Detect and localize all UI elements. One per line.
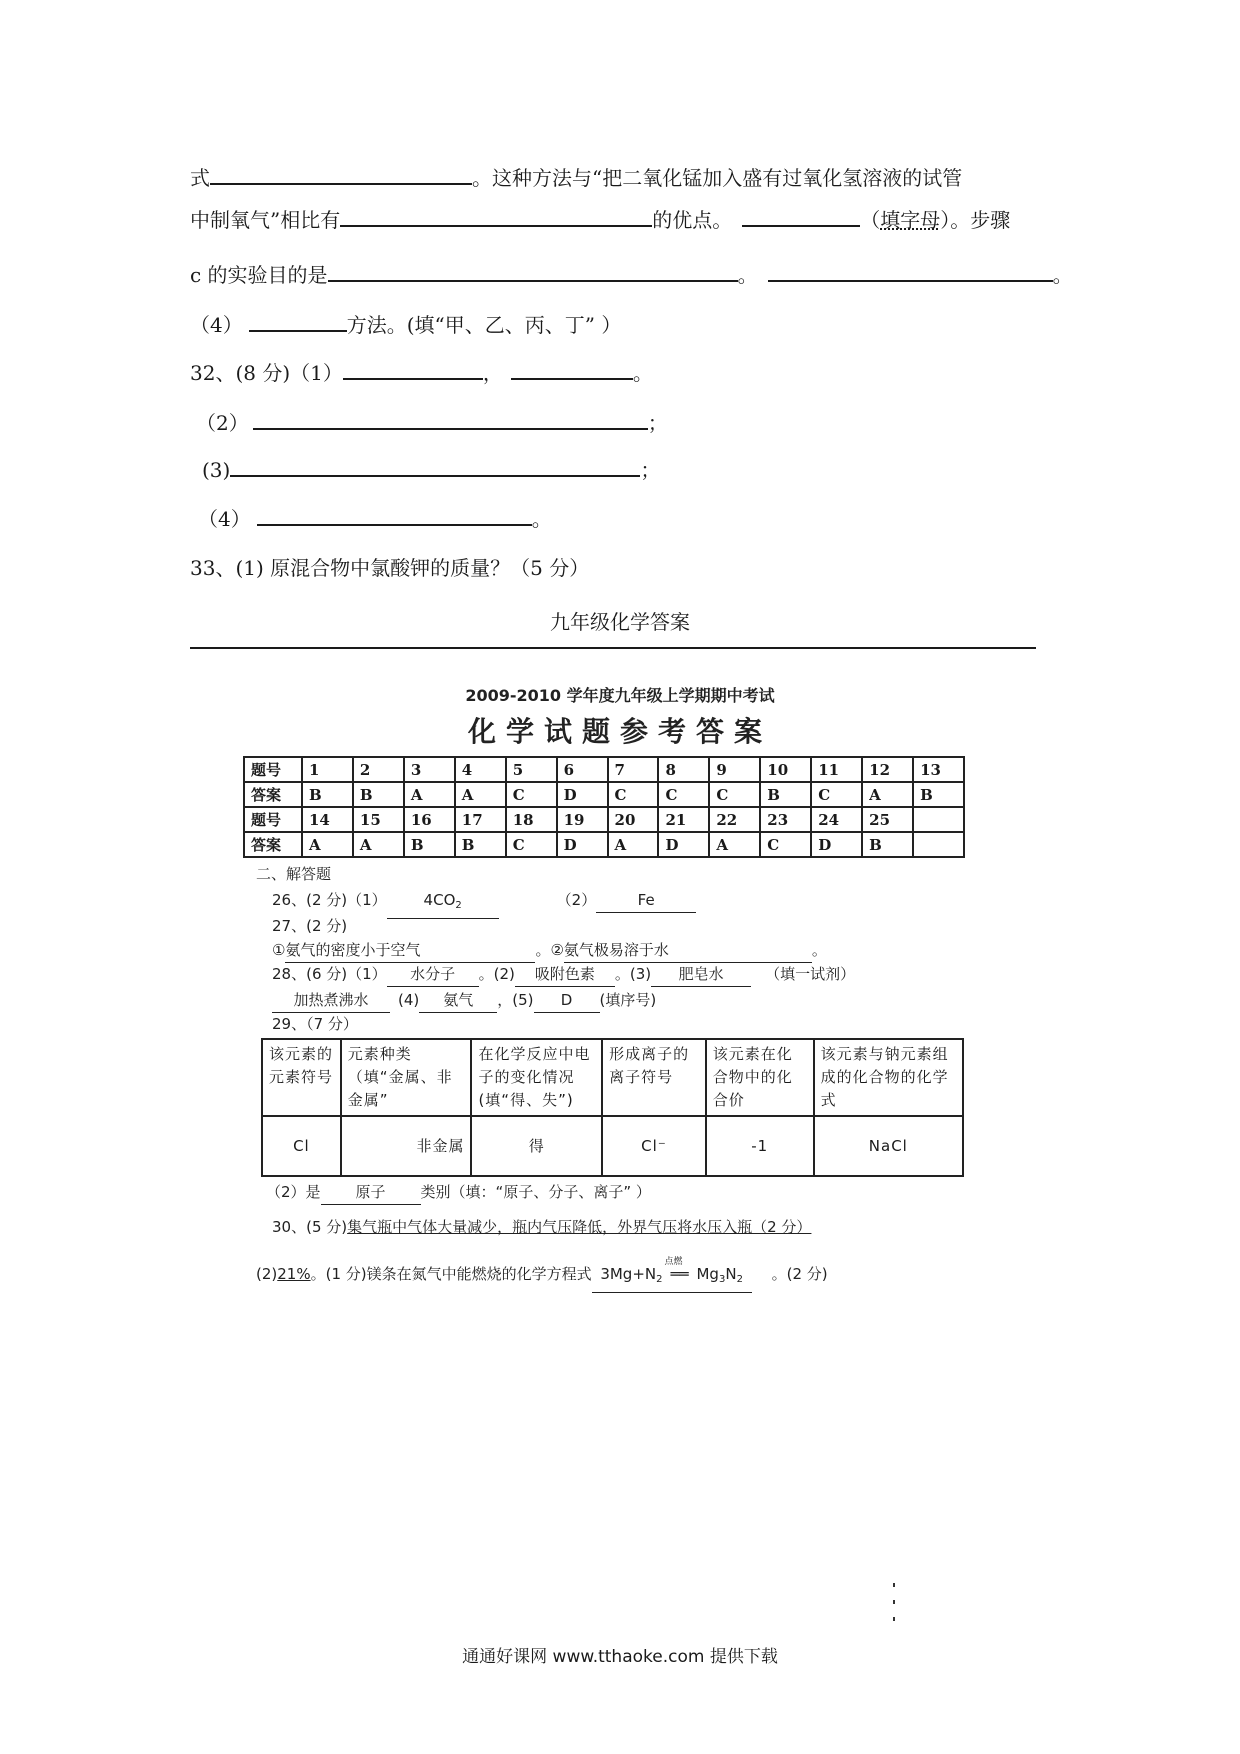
text: 32、(8 分)（1） (190, 361, 343, 385)
footer-text: 通通好课网 www.tthaoke.com 提供下载 (462, 1647, 778, 1667)
line-4 (190, 310, 621, 338)
text: 方法。(填“甲、乙、丙、丁” ） (346, 313, 622, 337)
grid-cell: B (302, 782, 353, 807)
grid-cell: C (760, 832, 811, 857)
answer-value: 21% (277, 1265, 311, 1283)
answer-value: 集气瓶中气体大量减少，瓶内气压降低，外界气压将水压入瓶（2 分） (347, 1218, 812, 1236)
text: ， (482, 361, 503, 385)
text: 。② (535, 941, 564, 959)
grid-cell: D (557, 832, 608, 857)
answer-30 (272, 1215, 811, 1239)
grid-cell: 16 (404, 807, 455, 832)
blank-field[interactable] (511, 358, 633, 380)
blank-field[interactable] (742, 205, 860, 227)
grid-cell: A (455, 782, 506, 807)
grid-label: 答案 (244, 782, 302, 807)
mc-answer-grid (243, 756, 965, 858)
text: 。 (811, 941, 827, 959)
question-32-4 (198, 504, 552, 532)
blank-field[interactable] (257, 504, 532, 526)
answer-key-subtitle: 化学试题参考答案 (467, 715, 772, 748)
grid-label: 答案 (244, 832, 302, 857)
grid-cell: D (811, 832, 862, 857)
section-2-title: 二、解答题 (256, 865, 332, 883)
grid-cell: 14 (302, 807, 353, 832)
margin-mark (893, 1617, 895, 1621)
blank-field[interactable] (768, 260, 1053, 282)
text: （2）是 (266, 1183, 321, 1201)
value-cell: 非金属 (341, 1116, 472, 1176)
blank-field[interactable] (210, 163, 472, 185)
grid-cell: 3 (404, 757, 455, 782)
answer-30-2 (256, 1257, 828, 1293)
text: （ (860, 208, 881, 232)
text: 。(3) (614, 965, 652, 983)
answer-value: 氨气的密度小于空气 (285, 938, 535, 963)
answer-heading: 九年级化学答案 (550, 610, 690, 634)
answer-value (387, 888, 499, 919)
header-cell: 形成离子的离子符号 (602, 1039, 706, 1116)
answer-value: 水分子 (387, 962, 479, 987)
emphasis-text: 填字母 (880, 208, 941, 232)
text: (填序号) (599, 991, 657, 1009)
text: （2） (556, 891, 597, 909)
grid-cell: A (608, 832, 659, 857)
grid-cell: A (404, 782, 455, 807)
text: ）。步骤 (940, 208, 1011, 232)
text: 30、(5 分) (272, 1218, 348, 1236)
reaction-arrow: 点燃 ══ (662, 1262, 696, 1286)
text: 中制氧气”相比有 (190, 208, 341, 232)
text: Mg (696, 1265, 719, 1283)
grid-row-ans-2 (244, 832, 964, 857)
question-33 (190, 555, 589, 581)
text: 3Mg+N (600, 1265, 657, 1283)
text: (4) (398, 991, 420, 1009)
line-1 (190, 163, 962, 191)
grid-cell: 10 (760, 757, 811, 782)
grid-cell: 24 (811, 807, 862, 832)
text: 的优点。 (652, 208, 733, 232)
text: 。(2 分) (771, 1265, 828, 1283)
answer-28-cont (272, 988, 656, 1013)
answer-value: D (534, 988, 600, 1013)
grid-label: 题号 (244, 757, 302, 782)
text: 4CO (423, 891, 456, 909)
grid-cell: 5 (506, 757, 557, 782)
grid-cell: 8 (658, 757, 709, 782)
grid-cell: C (506, 782, 557, 807)
question-32-2 (196, 408, 668, 436)
subscript: 2 (736, 1274, 743, 1285)
grid-cell: 4 (455, 757, 506, 782)
blank-field[interactable] (340, 205, 652, 227)
text: 类别（填：“原子、分子、离子” ） (420, 1183, 651, 1201)
subscript: 2 (455, 900, 462, 911)
grid-row-nums-2 (244, 807, 964, 832)
blank-field[interactable] (328, 260, 738, 282)
line-2 (190, 205, 1010, 233)
element-table-header (262, 1039, 963, 1116)
blank-field[interactable] (253, 408, 648, 430)
grid-cell (913, 807, 964, 832)
grid-row-nums-1 (244, 757, 964, 782)
blank-field[interactable] (230, 455, 640, 477)
header-cell: 该元素在化合物中的化合价 (706, 1039, 814, 1116)
grid-cell: A (862, 782, 913, 807)
grid-cell: A (302, 832, 353, 857)
answer-value: 加热煮沸水 (272, 988, 390, 1013)
grid-cell: B (353, 782, 404, 807)
text: 26、(2 分)（1） (272, 891, 387, 909)
blank-field[interactable] (249, 310, 347, 332)
grid-cell: 22 (709, 807, 760, 832)
grid-cell: C (811, 782, 862, 807)
text: c 的实验目的是 (190, 263, 328, 287)
grid-cell: D (557, 782, 608, 807)
line-3 (190, 260, 1073, 288)
answer-value: Fe (596, 888, 696, 913)
text: 。(1 分)镁条在氮气中能燃烧的化学方程式 (310, 1265, 592, 1283)
answer-29-label: 29、（7 分） (272, 1015, 358, 1033)
grid-cell: 2 (353, 757, 404, 782)
answer-key-title: 2009-2010 学年度九年级上学期期中考试 (465, 686, 775, 705)
text: (3) (202, 458, 231, 482)
grid-cell: 1 (302, 757, 353, 782)
question-32-3 (202, 455, 660, 483)
answer-27-label: 27、(2 分) (272, 917, 348, 935)
grid-cell: B (862, 832, 913, 857)
text: 。 (632, 361, 653, 385)
answer-27 (272, 938, 827, 963)
text: 28、(6 分)（1） (272, 965, 387, 983)
chemical-equation (592, 1257, 752, 1293)
grid-cell: 11 (811, 757, 862, 782)
text: (2) (256, 1265, 278, 1283)
blank-field[interactable] (343, 358, 483, 380)
grid-cell: D (658, 832, 709, 857)
subscript: 2 (656, 1274, 663, 1285)
header-cell: 元素种类（填“金属、非金属” (341, 1039, 472, 1116)
element-table (261, 1038, 964, 1177)
answer-29-2 (266, 1180, 651, 1205)
grid-cell: 7 (608, 757, 659, 782)
answer-value: 氨气 (419, 988, 497, 1013)
margin-mark (893, 1600, 895, 1604)
answer-value: 吸附色素 (515, 962, 615, 987)
answer-value: 肥皂水 (651, 962, 751, 987)
value-cell: Cl⁻ (602, 1116, 706, 1176)
text: 式 (190, 166, 210, 190)
grid-cell: 13 (913, 757, 964, 782)
grid-cell: 15 (353, 807, 404, 832)
text: 。这种方法与“把二氧化锰加入盛有过氧化氢溶液的试管 (472, 166, 963, 190)
grid-cell: 23 (760, 807, 811, 832)
element-table-values (262, 1116, 963, 1176)
grid-cell: C (506, 832, 557, 857)
grid-cell: 25 (862, 807, 913, 832)
text: 。 (1052, 263, 1073, 287)
header-cell: 在化学反应中电子的变化情况(填“得、失”) (471, 1039, 602, 1116)
subscript: 3 (718, 1274, 726, 1285)
margin-mark (893, 1583, 895, 1587)
text: ，(5) (497, 991, 534, 1009)
grid-cell: 19 (557, 807, 608, 832)
value-cell: Cl (262, 1116, 341, 1176)
text: 33、(1) 原混合物中氯酸钾的质量？（5 分） (190, 556, 590, 580)
text: （4） (190, 313, 243, 337)
value-cell: NaCl (814, 1116, 963, 1176)
reaction-condition: 点燃 (664, 1257, 683, 1267)
grid-cell: B (913, 782, 964, 807)
grid-cell: 21 (658, 807, 709, 832)
text: ； (640, 458, 661, 482)
grid-cell: C (608, 782, 659, 807)
grid-cell: 17 (455, 807, 506, 832)
grid-cell: A (353, 832, 404, 857)
grid-cell: B (760, 782, 811, 807)
question-32 (190, 358, 653, 386)
header-cell: 该元素的元素符号 (262, 1039, 341, 1116)
grid-row-ans-1 (244, 782, 964, 807)
text: （4） (198, 507, 251, 531)
grid-cell (913, 832, 964, 857)
value-cell: 得 (471, 1116, 602, 1176)
header-cell: 该元素与钠元素组成的化合物的化学式 (814, 1039, 963, 1116)
grid-cell: B (455, 832, 506, 857)
grid-cell: C (709, 782, 760, 807)
answer-28 (272, 962, 855, 987)
text: ； (647, 411, 668, 435)
text: 。 (737, 263, 758, 287)
answer-value: 氨气极易溶于水 (564, 938, 812, 963)
text: ① (272, 941, 286, 959)
grid-cell: B (404, 832, 455, 857)
text: N (725, 1265, 737, 1283)
grid-cell: 18 (506, 807, 557, 832)
text: （填一试剂） (765, 965, 856, 983)
grid-cell: 6 (557, 757, 608, 782)
value-cell: -1 (706, 1116, 814, 1176)
text: 。 (531, 507, 552, 531)
answer-value: 原子 (321, 1180, 421, 1205)
divider (190, 647, 1036, 649)
grid-cell: C (658, 782, 709, 807)
grid-cell: 12 (862, 757, 913, 782)
grid-cell: 9 (709, 757, 760, 782)
grid-cell: A (709, 832, 760, 857)
text: 。(2) (478, 965, 515, 983)
grid-cell: 20 (608, 807, 659, 832)
grid-label: 题号 (244, 807, 302, 832)
text: （2） (196, 411, 249, 435)
